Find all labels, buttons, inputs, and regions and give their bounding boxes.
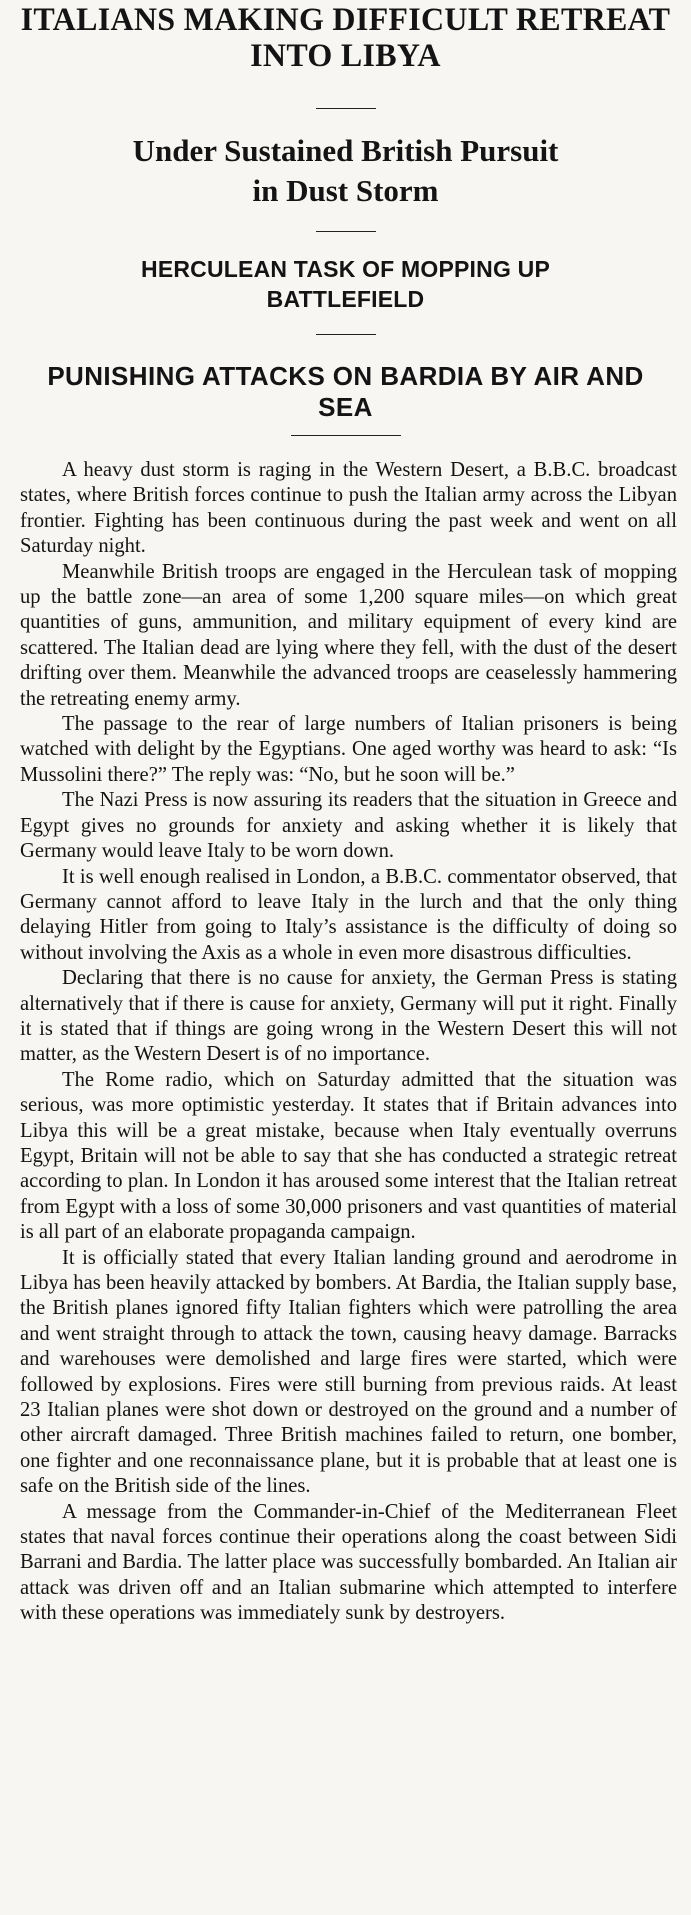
divider	[316, 231, 376, 232]
paragraph: It is well enough realised in London, a B.B.C. commentator observed, that Germany cannot afford to leave Italy in the lurch and that the only thing delaying Hitler from going to Italy’s assistance is the difficulty of doing so without involving the Axis as a whole in even more disastrous difficulties.	[20, 865, 677, 964]
paragraph: The Nazi Press is now assuring its readers that the situation in Greece and Egypt gives no grounds for anxiety and asking whether it is likely that Germany would leave Italy to be worn down.	[20, 789, 677, 863]
paragraph: Declaring that there is no cause for anxiety, the German Press is stating alternatively that if there is cause for anxiety, Germany will put it right. Finally it is stated that if things are going wrong in the Western Desert this will not matter, as the Western Desert is of no importance.	[20, 967, 677, 1066]
paragraph: It is officially stated that every Italian landing ground and aerodrome in Libya has been heavily attacked by bombers. At Bardia, the Italian supply base, the British planes ignored fifty Italian fighters which were patrolling the area and went straight through to attack the town, causing heavy damage. Barracks and warehouses were demolished and large fires were started, which were followed by explosions. Fires were still burning from previous raids. At least 23 Italian planes were shot down or destroyed on the ground and a number of other aircraft damaged. Three British machines failed to return, one bomber, one fighter and one reconnaissance plane, but it is probable that at least one is safe on the British side of the lines.	[20, 1246, 677, 1498]
article-body	[0, 458, 691, 1627]
deck-heading-1: HERCULEAN TASK OF MOPPING UP BATTLEFIELD	[141, 256, 550, 312]
headline: ITALIANS MAKING DIFFICULT RETREAT INTO LIBYA	[20, 2, 671, 74]
subheadline: Under Sustained British Pursuit in Dust Storm	[132, 133, 559, 208]
paragraph: A message from the Commander-in-Chief of the Mediterranean Fleet states that naval forces continue their operations along the coast between Sidi Barrani and Bardia. The latter place was successfully bombarded. An Italian air attack was driven off and an Italian submarine which attempted to interfere with these operations was immediately sunk by destroyers.	[20, 1500, 677, 1625]
deck-heading-2: PUNISHING ATTACKS ON BARDIA BY AIR AND SEA	[47, 361, 644, 422]
paragraph: The passage to the rear of large numbers of Italian prisoners is being watched with delight by the Egyptians. One aged worthy was heard to ask: “Is Mussolini there?” The reply was: “No, but he soon will be.”	[20, 713, 677, 786]
paragraph: Meanwhile British troops are engaged in the Herculean task of mopping up the battle zone—an area of some 1,200 square miles—on which great quantities of guns, ammunition, and military equipment of every kind are scattered. The Italian dead are lying where they fell, with the dust of the desert drifting over them. Meanwhile the advanced troops are ceaselessly hammering the retreating enemy army.	[20, 560, 677, 710]
divider	[291, 435, 401, 436]
divider	[316, 334, 376, 335]
divider	[316, 108, 376, 109]
paragraph: A heavy dust storm is raging in the Western Desert, a B.B.C. broadcast states, where British forces continue to push the Italian army across the Libyan frontier. Fighting has been continuous during the past week and went on all Saturday night.	[20, 459, 677, 558]
paragraph: The Rome radio, which on Saturday admitted that the situation was serious, was more optimistic yesterday. It states that if Britain advances into Libya this will be a great mistake, because when Italy eventually overruns Egypt, Britain will not be able to say that she has conducted a strategic retreat according to plan. In London it has aroused some interest that the Italian retreat from Egypt with a loss of some 30,000 prisoners and vast quantities of material is all part of an elaborate propaganda campaign.	[20, 1068, 677, 1244]
